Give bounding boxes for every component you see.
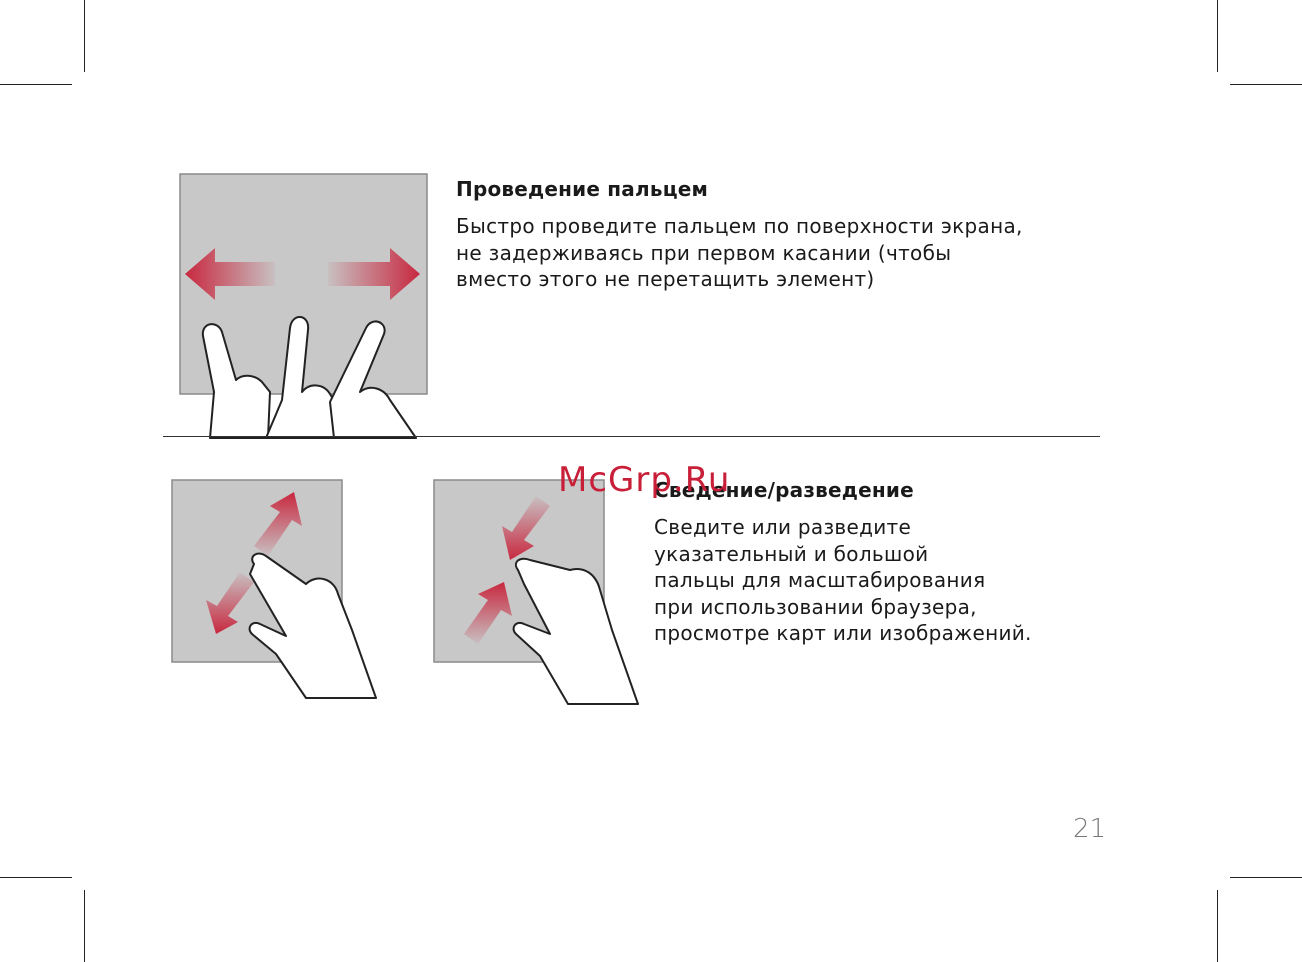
crop-mark xyxy=(1230,84,1302,85)
crop-mark xyxy=(1217,0,1218,72)
pinch-description: Сведите или разведите указательный и большой пальцы для масштабирования при использовании браузера, просмотре карт или изображений. xyxy=(654,515,1032,645)
swipe-description: Быстро проведите пальцем по поверхности экрана, не задерживаясь при первом касании (чтобы вместо этого не перетащить элемент) xyxy=(456,214,1023,291)
watermark: McGrp.Ru xyxy=(558,460,731,500)
crop-mark xyxy=(84,890,85,962)
pinch-gesture-icon xyxy=(428,474,653,709)
swipe-title: Проведение пальцем xyxy=(456,177,709,201)
crop-mark xyxy=(0,84,72,85)
section-divider xyxy=(163,436,1100,437)
spread-gesture-icon xyxy=(166,474,391,704)
crop-mark xyxy=(1230,877,1302,878)
pinch-title: Сведение/разведение xyxy=(654,478,914,502)
page-number: 21 xyxy=(1073,814,1107,844)
crop-mark xyxy=(84,0,85,72)
crop-mark xyxy=(0,877,72,878)
crop-mark xyxy=(1217,890,1218,962)
swipe-gesture-icon xyxy=(170,170,440,440)
